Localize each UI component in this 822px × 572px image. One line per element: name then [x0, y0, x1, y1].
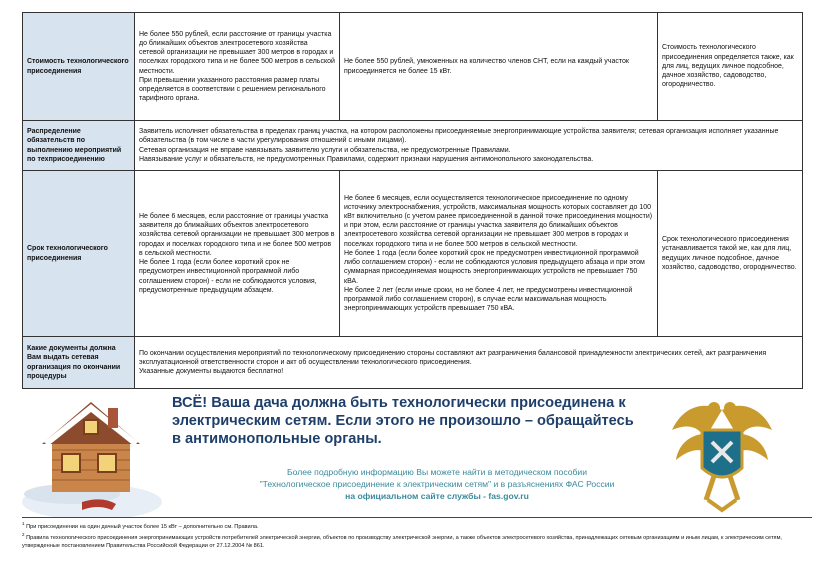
banner-info: [212, 466, 662, 502]
info-table: [22, 12, 803, 389]
row-label-documents: Какие документы должна Вам выдать сетевая организация по окончании процедуры: [23, 337, 135, 389]
footnotes: [22, 517, 812, 551]
term-individual-cell: [135, 171, 340, 337]
banner-info-line-2: "Технологическое присоединение к электрическим сетям" и в разъяснениях ФАС России: [259, 479, 615, 489]
row-label-cost: Стоимость технологического присоединения: [23, 13, 135, 121]
cost-snt-cell: Не более 550 рублей, умноженных на количество членов СНТ, если на каждый участок присоединяется не более 15 кВт.: [340, 13, 658, 121]
row-label-obligations: Распределение обязательств по выполнению мероприятий по техприсоединению: [23, 121, 135, 171]
row-label-term: Срок технологического присоединения: [23, 171, 135, 337]
documents-line-1: По окончании осуществления мероприятий по технологическому присоединению стороны составляют акт разграничения балансовой принадлежности электрических сетей, акт разграничения эксплуатационной ответственности сторон и акт об осуществлении технологического присоединения.: [139, 349, 767, 366]
cost-other-cell: Стоимость технологического присоединения определяется также, как для лиц, ведущих личное подсобное, дачное хозяйство, садоводство, огородничество.: [658, 13, 803, 121]
footnote-1: [22, 520, 812, 531]
footnote-2-text: Правила технологического присоединения энергопринимающих устройств потребителей электрической энергии, объектов по производству электрической энергии, а также объектов электросетевого хозяйства, принадлежащих сетевым организациям и иным лицам, к электрическим сетям, утвержденные постановлением Правительства Российской Федерации от 27.12.2004 № 861.: [22, 535, 782, 549]
footnote-2-mark: 2: [22, 532, 25, 538]
row-cost: [23, 13, 803, 121]
term-snt-p2: Не более 1 года (если более короткий срок не предусмотрен инвестиционной программой либо соглашением сторон) - если не соблюдаются условия предыдущего абзаца и при этом суммарная присоединяемая мощность энергопринимающих устройств не превышает 750 кВА.: [344, 249, 645, 285]
obligations-line-2: Сетевая организация не вправе навязывать заявителю услуги и обязательства, не предусмотренные Правилами.: [139, 146, 511, 154]
term-other-cell: Срок технологического присоединения устанавливается такой же, как для лиц, ведущих личное подсобное, дачное хозяйство, садоводство, огородничество.: [658, 171, 803, 337]
snowy-house-image: [22, 390, 162, 518]
term-individual-p1: Не более 6 месяцев, если расстояние от границы участка заявителя до ближайших объектов электросетевого хозяйства сетевой организации не превышает 300 метров в городах и поселках городского типа и не более 500 метров в сельской местности.: [139, 213, 335, 257]
banner-info-line-3[interactable]: на официальном сайте службы - fas.gov.ru: [345, 491, 529, 501]
obligations-line-1: Заявитель исполняет обязательства в пределах границ участка, на котором расположены присоединяемые энергопринимающие устройства заявителя; сетевая организация исполняет указанные обязательства (в том числе в части урегулирования отношений с иными лицами).: [139, 128, 779, 145]
cost-individual-p1: Не более 550 рублей, если расстояние от границы участка до ближайших объектов электросетевого хозяйства сетевой организации не превышает 300 метров в городах и поселках городского типа и не более 500 метров в сельской местности.: [139, 30, 335, 75]
cost-individual-p2: При превышении указанного расстояния размер платы определяется в соответствии с решением регионального тарифного органа.: [139, 76, 326, 103]
cost-individual-cell: [135, 13, 340, 121]
footnote-1-mark: 1: [22, 521, 25, 526]
footnote-1-text: При присоединении на один дачный участок более 15 кВт – дополнительно см. Правила.: [26, 523, 259, 530]
term-snt-cell: [340, 171, 658, 337]
info-table-wrapper: [22, 12, 802, 389]
row-documents: [23, 337, 803, 389]
documents-line-2: Указанные документы выдаются бесплатно!: [139, 368, 284, 376]
obligations-cell: [135, 121, 803, 171]
footnote-2: [22, 531, 812, 550]
row-obligations: [23, 121, 803, 171]
banner-info-line-1: Более подробную информацию Вы можете найти в методическом пособии: [286, 467, 588, 477]
term-individual-p2: Не более 1 года (если более короткий срок не предусмотрен инвестиционной программой либо соглашением сторон) - если не соблюдаются условия, предусмотренные предыдущим абзацем.: [139, 259, 317, 294]
term-snt-p3: Не более 2 лет (если иные сроки, но не более 4 лет, не предусмотрены инвестиционной программой либо соглашением сторон), в случае если максимальная мощность энергопринимающих устройств превышает 750 кВА.: [344, 286, 633, 313]
obligations-line-3: Навязывание услуг и обязательств, не предусмотренных Правилами, содержит признаки нарушения антимонопольного законодательства.: [139, 155, 594, 163]
documents-cell: [135, 337, 803, 389]
term-snt-p1: Не более 6 месяцев, если осуществляется технологическое присоединение по одному источнику электроснабжения, устройств, максимальная мощность которых составляет до 100 кВт включительно (с учетом ранее присоединенной в данной точке присоединения мощности) и при этом, если расстояние от границы участка заявителя до ближайших объектов электросетевого хозяйства сетевой организации не превышает 300 метров в городах и поселках городского типа и не более 500 метров в сельской местности.: [344, 194, 653, 248]
banner-title: ВСЁ! Ваша дача должна быть технологически присоединена к электрическим сетям. Если этого не произошло – обращайтесь в антимонопольные органы.: [172, 395, 634, 447]
bottom-banner: [22, 390, 802, 518]
fas-emblem-icon: [662, 390, 782, 518]
row-term: [23, 171, 803, 337]
